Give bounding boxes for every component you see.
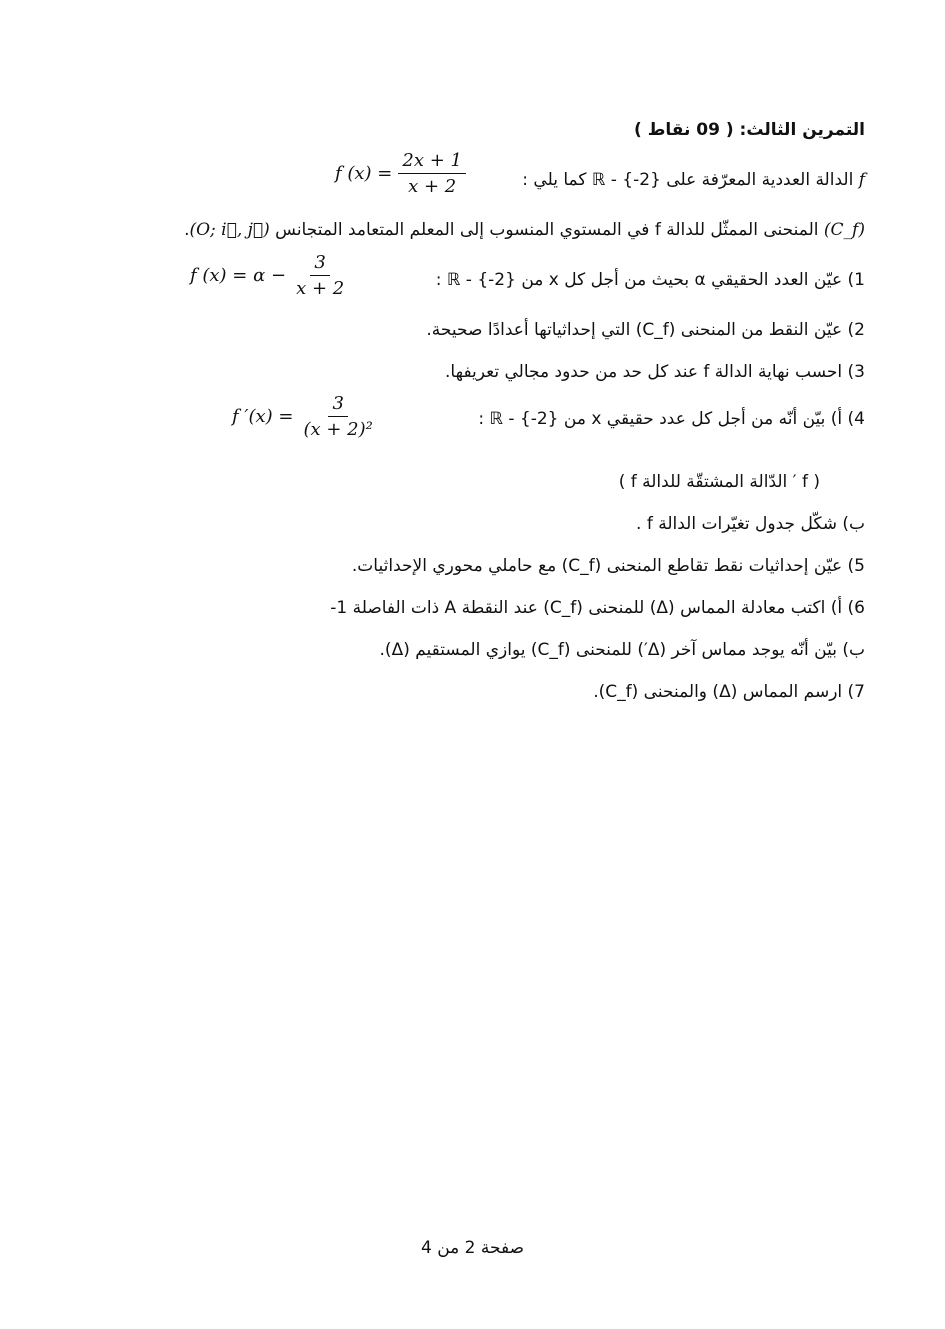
math-cf: (C_f) <box>823 220 865 240</box>
question-1-text: 1) عيّن العدد الحقيقي α بحيث من أجل كل x من {2-} - ℝ : <box>435 270 865 290</box>
question-6a: 6) أ) اكتب معادلة المماس (Δ) للمنحنى (C_f) عند النقطة A ذات الفاصلة 1- <box>330 598 865 618</box>
formula-alpha-numerator: 3 <box>310 252 329 276</box>
formula-derivative <box>232 393 377 440</box>
formula-f-numerator: 2x + 1 <box>398 150 466 174</box>
formula-derivative-numerator: 3 <box>328 393 347 417</box>
question-3: 3) احسب نهاية الدالة f عند كل حد من حدود مجالي تعريفها. <box>445 362 865 382</box>
question-5: 5) عيّن إحداثيات نقط تقاطع المنحنى (C_f) مع حاملي محوري الإحداثيات. <box>351 556 865 576</box>
line-curve-text: المنحنى الممثّل للدالة f في المستوي المنسوب إلى المعلم المتعامد المتجانس <box>275 220 819 240</box>
formula-alpha-denominator: x + 2 <box>296 278 345 299</box>
question-7: 7) ارسم المماس (Δ) والمنحنى (C_f). <box>593 682 865 702</box>
question-4a <box>478 405 865 433</box>
question-4b: ب) شكّل جدول تغيّرات الدالة f . <box>636 514 865 534</box>
formula-f-fraction <box>398 150 466 197</box>
exercise-title: التمرين الثالث: ( 09 نقاط ) <box>634 120 865 140</box>
formula-derivative-denominator: (x + 2)² <box>303 419 373 440</box>
formula-derivative-lhs: f ′(x) = <box>232 406 294 427</box>
page-footer: صفحة 2 من 4 <box>420 1238 525 1258</box>
derivative-note: ( f ′ الدّالة المشتقّة للدالة f ) <box>618 472 820 492</box>
formula-alpha-fraction <box>292 252 348 299</box>
formula-f-lhs: f (x) = <box>335 163 393 184</box>
formula-alpha-lhs: f (x) = α − <box>190 265 287 286</box>
line-definition <box>522 166 865 194</box>
line-curve: (C_f) المنحنى الممثّل للدالة f في المستوي المنسوب إلى المعلم المتعامد المتجانس (O; i⃗, j⃗). <box>184 216 865 244</box>
formula-derivative-fraction <box>299 393 376 440</box>
math-frame: (O; i⃗, j⃗) <box>189 220 270 240</box>
question-6b: ب) بيّن أنّه يوجد مماس آخر (Δ′) للمنحنى (C_f) يوازي المستقيم (Δ). <box>379 640 865 660</box>
formula-f-denominator: x + 2 <box>408 176 457 197</box>
formula-alpha <box>190 252 348 299</box>
question-4a-text: 4) أ) بيّن أنّه من أجل كل عدد حقيقي x من {2-} - ℝ : <box>478 409 865 429</box>
question-2: 2) عيّن النقط من المنحنى (C_f) التي إحداثياتها أعدادًا صحيحة. <box>426 320 865 340</box>
line-definition-text: الدالة العددية المعرّفة على {2-} - ℝ كما يلي : <box>522 170 854 190</box>
formula-f <box>335 150 466 197</box>
math-f: f <box>858 170 865 190</box>
question-1 <box>436 266 865 294</box>
